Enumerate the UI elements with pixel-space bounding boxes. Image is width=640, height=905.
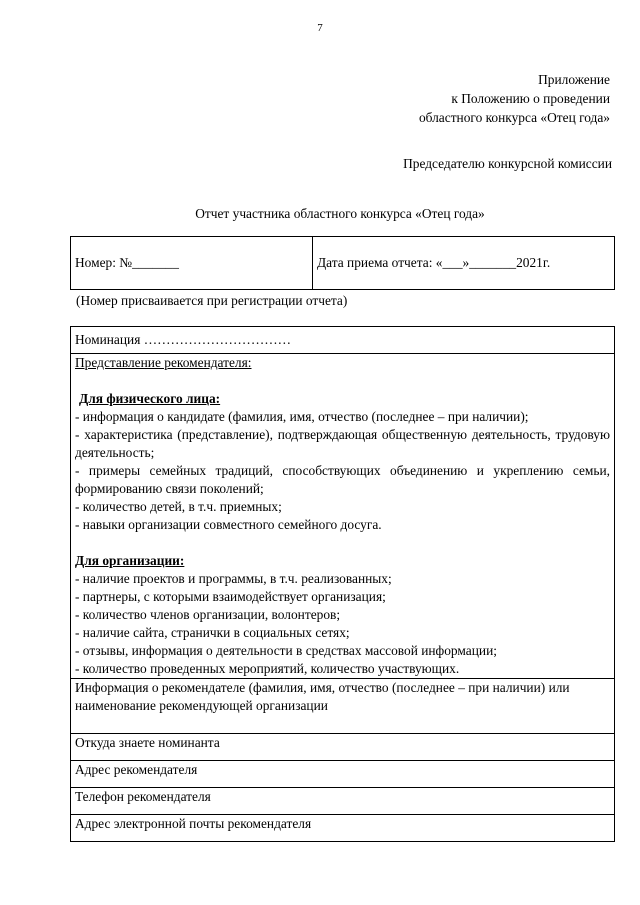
appendix-block xyxy=(419,70,610,127)
appendix-line-1: Приложение xyxy=(538,72,610,87)
list-item: - примеры семейных традиций, способствующих объединению и укреплению семьи, формированию связи поколений; xyxy=(75,463,610,496)
list-item: - наличие сайта, странички в социальных сетях; xyxy=(75,625,350,640)
organization-heading: Для организации: xyxy=(75,553,185,568)
addressee: Председателю конкурсной комиссии xyxy=(403,156,612,171)
page-number: 7 xyxy=(317,22,323,34)
date-field[interactable]: Дата приема отчета: «___»_______2021г. xyxy=(313,237,615,290)
header-table xyxy=(70,236,615,290)
individual-heading: Для физического лица: xyxy=(79,391,221,406)
registration-note: (Номер присваивается при регистрации отчета) xyxy=(76,293,348,308)
number-field[interactable]: Номер: №_______ xyxy=(71,237,313,290)
document-title: Отчет участника областного конкурса «Отец года» xyxy=(195,206,485,221)
report-form-table xyxy=(70,326,615,842)
list-item: - навыки организации совместного семейного досуга. xyxy=(75,517,382,532)
nomination-field[interactable]: Номинация …………………………… xyxy=(71,327,615,354)
list-item: - количество членов организации, волонтеров; xyxy=(75,607,341,622)
phone-field[interactable]: Телефон рекомендателя xyxy=(71,788,615,815)
list-item: - отзывы, информация о деятельности в средствах массовой информации; xyxy=(75,643,497,658)
organization-list xyxy=(75,570,610,678)
appendix-line-3: областного конкурса «Отец года» xyxy=(418,110,610,125)
list-item: - информация о кандидате (фамилия, имя, отчество (последнее – при наличии); xyxy=(75,409,529,424)
list-item: - партнеры, с которыми взаимодействует организация; xyxy=(75,589,386,604)
list-item: - характеристика (представление), подтверждающая общественную деятельность, трудовую деятельность; xyxy=(75,427,610,460)
individual-list xyxy=(75,408,610,534)
list-item: - количество проведенных мероприятий, количество участвующих. xyxy=(75,661,460,676)
recommender-section[interactable] xyxy=(71,354,615,679)
list-item: - наличие проектов и программы, в т.ч. реализованных; xyxy=(75,571,392,586)
address-field[interactable]: Адрес рекомендателя xyxy=(71,761,615,788)
recommender-info-field[interactable]: Информация о рекомендателе (фамилия, имя, отчество (последнее – при наличии) или наименование рекомендующей организации xyxy=(71,679,615,734)
appendix-line-2: к Положению о проведении xyxy=(451,91,610,106)
email-field[interactable]: Адрес электронной почты рекомендателя xyxy=(71,815,615,842)
list-item: - количество детей, в т.ч. приемных; xyxy=(75,499,282,514)
source-field[interactable]: Откуда знаете номинанта xyxy=(71,734,615,761)
recommender-heading: Представление рекомендателя: xyxy=(75,355,252,370)
